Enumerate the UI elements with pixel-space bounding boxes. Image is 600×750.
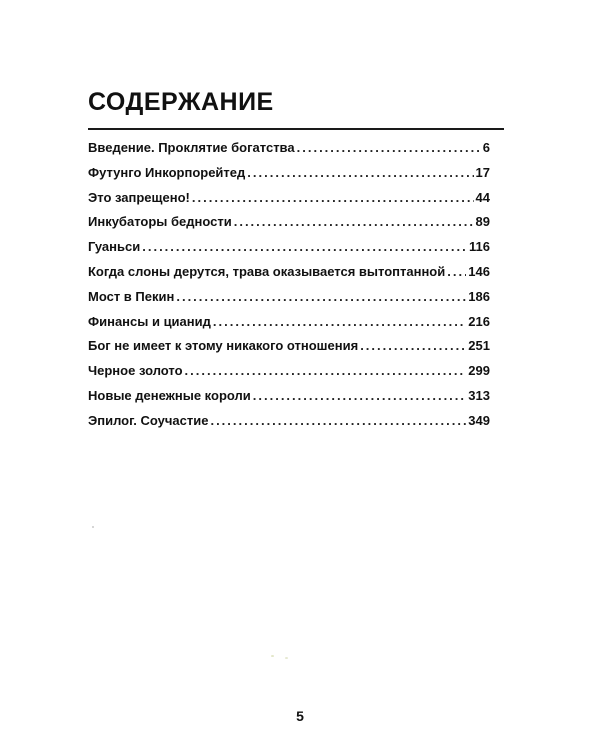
scan-speck xyxy=(92,526,94,528)
toc-leader-dots xyxy=(142,239,467,254)
toc-leader-dots xyxy=(185,363,467,378)
toc-entry-label: Когда слоны дерутся, трава оказывается вытоптанной xyxy=(88,263,446,279)
toc-entry-label: Черное золото xyxy=(88,363,183,379)
scan-speck xyxy=(285,657,288,659)
toc-entry-page: 6 xyxy=(482,140,490,155)
scan-speck xyxy=(271,655,274,657)
table-of-contents xyxy=(88,140,490,438)
toc-entry xyxy=(88,165,490,190)
page-number: 5 xyxy=(296,708,304,724)
toc-entry-label: Бог не имеет к этому никакого отношения xyxy=(88,338,359,354)
toc-entry-page: 89 xyxy=(475,214,490,230)
toc-leader-dots xyxy=(247,165,473,180)
toc-entry-label: Футунго Инкорпорейтед xyxy=(88,164,246,180)
toc-entry-page: 17 xyxy=(475,164,490,180)
toc-leader-dots xyxy=(447,264,466,279)
toc-leader-dots xyxy=(192,190,474,205)
toc-entry-label: Эпилог. Соучастие xyxy=(88,412,209,428)
toc-entry xyxy=(88,413,490,438)
toc-entry-label: Новые денежные короли xyxy=(88,387,251,403)
toc-entry xyxy=(88,363,490,388)
toc-entry xyxy=(88,140,490,165)
toc-entry-label: Финансы и цианид xyxy=(88,313,211,329)
toc-entry-label: Введение. Проклятие богатства xyxy=(88,140,295,155)
toc-entry-page: 146 xyxy=(468,263,490,279)
toc-entry xyxy=(88,190,490,215)
toc-leader-dots xyxy=(213,314,466,329)
toc-entry xyxy=(88,314,490,339)
toc-entry xyxy=(88,338,490,363)
toc-entry-label: Инкубаторы бедности xyxy=(88,214,232,230)
toc-entry-label: Гуаньси xyxy=(88,239,141,255)
toc-entry xyxy=(88,264,490,289)
toc-entry-label: Мост в Пекин xyxy=(88,288,175,304)
page-title: СОДЕРЖАНИЕ xyxy=(88,88,274,116)
toc-entry xyxy=(88,239,490,264)
toc-entry-page: 313 xyxy=(468,387,490,403)
toc-leader-dots xyxy=(210,413,466,428)
toc-entry-page: 216 xyxy=(468,313,490,329)
toc-entry-page: 116 xyxy=(469,239,490,255)
toc-entry-label: Это запрещено! xyxy=(88,189,190,205)
toc-leader-dots xyxy=(176,289,466,304)
toc-entry xyxy=(88,289,490,314)
toc-entry-page: 299 xyxy=(468,363,490,379)
toc-entry xyxy=(88,214,490,239)
toc-entry-page: 44 xyxy=(475,189,490,205)
toc-entry-page: 349 xyxy=(468,412,490,428)
title-divider xyxy=(88,128,504,130)
toc-leader-dots xyxy=(297,140,481,155)
toc-leader-dots xyxy=(234,214,474,229)
toc-entry xyxy=(88,388,490,413)
toc-entry-page: 186 xyxy=(468,288,490,304)
toc-entry-page: 251 xyxy=(468,338,490,354)
toc-leader-dots xyxy=(360,338,466,353)
toc-leader-dots xyxy=(253,388,467,403)
